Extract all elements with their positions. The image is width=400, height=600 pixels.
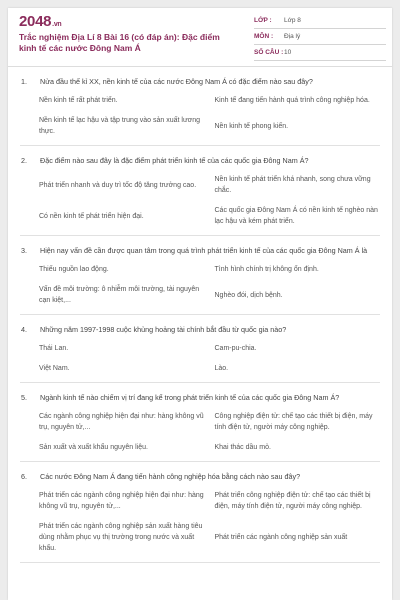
answer-option[interactable]: Kinh tế đang tiến hành quá trình công nghiệp hóa. <box>214 97 370 104</box>
question-text: Những năm 1997-1998 cuộc khủng hoảng tài chính bắt đầu từ quốc gia nào? <box>40 325 287 334</box>
question-number: 2. <box>21 156 27 165</box>
answer-options <box>20 174 380 227</box>
question-text: Ngành kinh tế nào chiếm vị trí đang kể trong phát triển kinh tế của các quốc gia Đông Nam Á? <box>40 393 340 402</box>
answer-options <box>20 411 380 453</box>
info-value: Lớp 8 <box>284 17 301 24</box>
worksheet-header <box>8 8 392 67</box>
answer-options <box>20 95 380 137</box>
answer-option[interactable]: Khai thác dầu mỏ. <box>214 444 271 451</box>
logo-main: 2048 <box>19 13 52 30</box>
answer-option[interactable]: Nền kinh tế phát triển khá nhanh, song chưa vững chắc. <box>214 176 371 194</box>
answer-option[interactable]: Nền kinh tế rất phát triển. <box>39 97 118 104</box>
question-number: 3. <box>21 246 27 255</box>
info-row-class <box>254 13 386 29</box>
answer-option[interactable]: Phát triển nhanh và duy trì tốc độ tăng trưởng cao. <box>39 181 197 189</box>
answer-option[interactable]: Phát triển các ngành công nghiệp sản xuất <box>214 534 348 541</box>
question-list <box>8 67 392 563</box>
answer-option[interactable]: Thái Lan. <box>39 345 69 352</box>
answer-option[interactable]: Có nền kinh tế phát triển hiện đại. <box>39 212 144 220</box>
answer-option[interactable]: Các quốc gia Đông Nam Á có nền kinh tế nghèo nàn lạc hậu và kém phát triển. <box>214 207 378 225</box>
question-6 <box>20 462 380 563</box>
info-key: LỚP : <box>254 17 272 24</box>
info-row-count <box>254 45 386 61</box>
question-4 <box>20 315 380 383</box>
answer-option[interactable]: Nền kinh tế lạc hậu và tập trung vào sản xuất lương thực. <box>39 117 201 135</box>
answer-option[interactable]: Các ngành công nghiệp hiện đại như: hàng không vũ trụ, nguyên tử,... <box>39 413 204 431</box>
answer-option[interactable]: Tình hình chính trị không ổn định. <box>214 266 319 273</box>
question-2 <box>20 146 380 236</box>
question-number: 5. <box>21 393 27 402</box>
answer-option[interactable]: Vấn đề môi trường: ô nhiễm môi trường, tài nguyên cạn kiệt,... <box>39 286 200 304</box>
answer-options <box>20 264 380 306</box>
answer-option[interactable]: Thiếu nguồn lao động. <box>39 266 109 273</box>
question-text: Nửa đầu thế kỉ XX, nền kinh tế của các nước Đông Nam Á có đặc điểm nào sau đây? <box>40 77 313 86</box>
answer-option[interactable]: Công nghiệp điện tử: chế tạo các thiết bị điện, máy tính điện tử, người máy công nghiệp. <box>214 413 373 431</box>
question-text: Các nước Đông Nam Á đang tiến hành công nghiệp hóa bằng cách nào sau đây? <box>40 472 301 481</box>
info-table <box>254 13 386 61</box>
question-number: 4. <box>21 325 27 334</box>
answer-option[interactable]: Lào. <box>214 365 229 372</box>
question-number: 6. <box>21 472 27 481</box>
logo-suffix: .vn <box>52 21 62 28</box>
answer-options <box>20 343 380 374</box>
question-text: Đặc điểm nào sau đây là đặc điểm phát triển kinh tế của các quốc gia Đông Nam Á? <box>40 156 309 165</box>
question-1 <box>20 67 380 146</box>
answer-option[interactable]: Phát triển các ngành công nghiệp hiện đại như: hàng không vũ trụ, nguyên tử,... <box>39 492 204 510</box>
site-logo[interactable] <box>19 13 61 30</box>
info-row-subject <box>254 29 386 45</box>
question-text: Hiện nay vấn đề cần được quan tâm trong quá trình phát triển kinh tế của các quốc gia Đông Nam Á là <box>40 246 368 255</box>
answer-option[interactable]: Phát triển các ngành công nghiệp sản xuất hàng tiêu dùng nhằm phục vụ thị trường trong nước và xuất khẩu. <box>39 523 203 552</box>
answer-option[interactable]: Nền kinh tế phong kiến. <box>214 122 289 130</box>
answer-option[interactable]: Sản xuất và xuất khẩu nguyên liệu. <box>39 444 148 451</box>
question-number: 1. <box>21 77 27 86</box>
info-key: MÔN : <box>254 33 274 40</box>
info-key: SỐ CÂU : <box>254 49 284 56</box>
info-value: Địa lý <box>284 33 301 40</box>
worksheet-title: Trắc nghiệm Địa Lí 8 Bài 16 (có đáp án): Đặc điểm kinh tế các nước Đông Nam Á <box>19 32 220 53</box>
answer-option[interactable]: Việt Nam. <box>39 365 70 372</box>
worksheet <box>8 8 392 600</box>
answer-option[interactable]: Cam-pu-chia. <box>214 345 257 352</box>
answer-option[interactable]: Nghèo đói, dịch bệnh. <box>214 291 283 299</box>
answer-options <box>20 490 380 554</box>
question-3 <box>20 236 380 315</box>
answer-option[interactable]: Phát triển công nghiệp điện tử: chế tạo các thiết bị điện, máy tính điện tử, người máy công nghiệp. <box>214 492 371 510</box>
question-5 <box>20 383 380 462</box>
info-value: 10 <box>284 49 292 56</box>
